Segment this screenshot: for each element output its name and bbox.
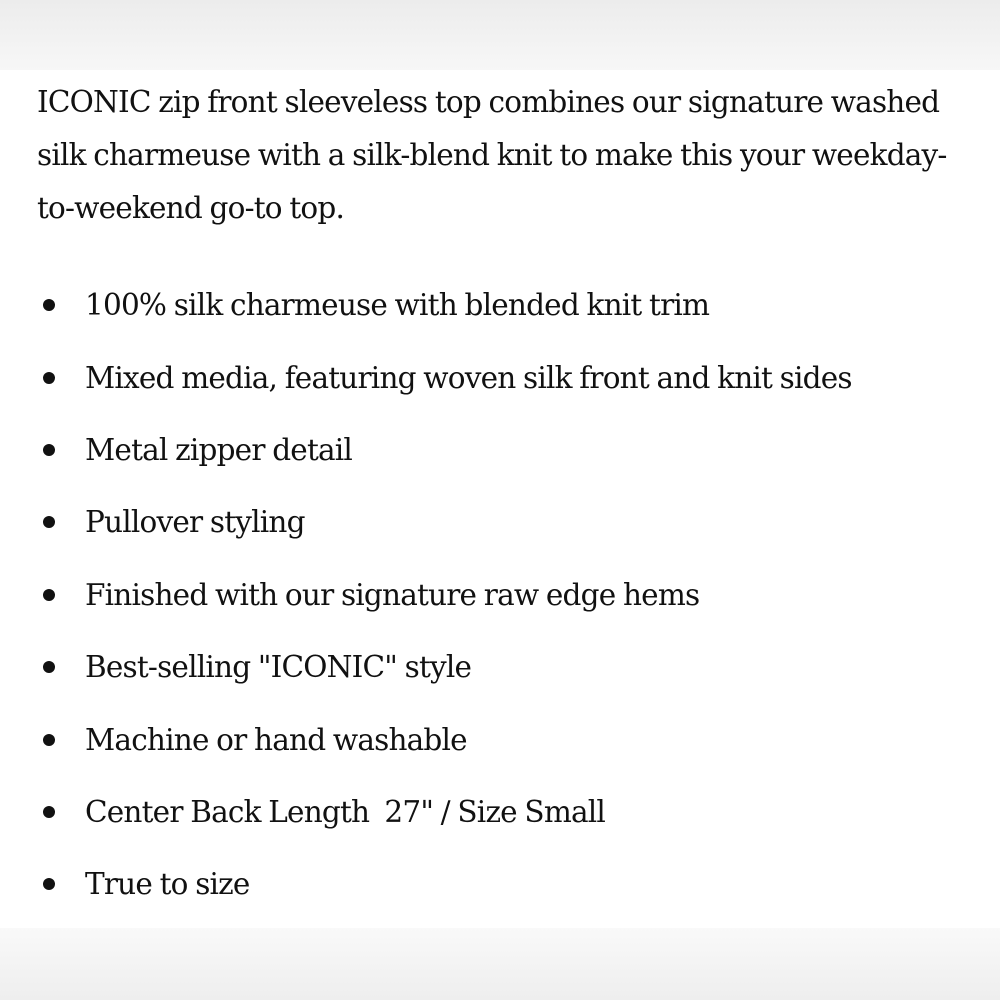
feature-item [37, 864, 937, 904]
feature-item [37, 792, 937, 832]
feature-item [37, 285, 937, 325]
feature-item [37, 358, 937, 398]
feature-text: Metal zipper detail [85, 433, 353, 467]
bullet-icon [43, 734, 55, 746]
bullet-icon [43, 661, 55, 673]
bullet-icon [43, 589, 55, 601]
feature-text: 100% silk charmeuse with blended knit trim [85, 288, 710, 322]
feature-item [37, 720, 937, 760]
feature-text: Machine or hand washable [85, 723, 467, 757]
feature-item [37, 647, 937, 687]
bullet-icon [43, 372, 55, 384]
top-border [0, 0, 1000, 70]
bullet-icon [43, 878, 55, 890]
bullet-icon [43, 806, 55, 818]
bottom-border [0, 928, 1000, 1000]
feature-item [37, 430, 937, 470]
feature-text: True to size [85, 867, 250, 901]
bullet-icon [43, 299, 55, 311]
feature-item [37, 502, 937, 542]
feature-text: Mixed media, featuring woven silk front and knit sides [85, 361, 852, 395]
product-description: ICONIC zip front sleeveless top combines our signature washed silk charmeuse with a silk-blend knit to make this your weekday-to-weekend go-to top. [37, 85, 947, 225]
bullet-icon [43, 444, 55, 456]
bullet-icon [43, 516, 55, 528]
feature-text: Best-selling "ICONIC" style [85, 650, 472, 684]
feature-text: Center Back Length 27" / Size Small [85, 795, 606, 829]
feature-item [37, 575, 937, 615]
feature-text: Finished with our signature raw edge hems [85, 578, 700, 612]
feature-text: Pullover styling [85, 505, 305, 539]
